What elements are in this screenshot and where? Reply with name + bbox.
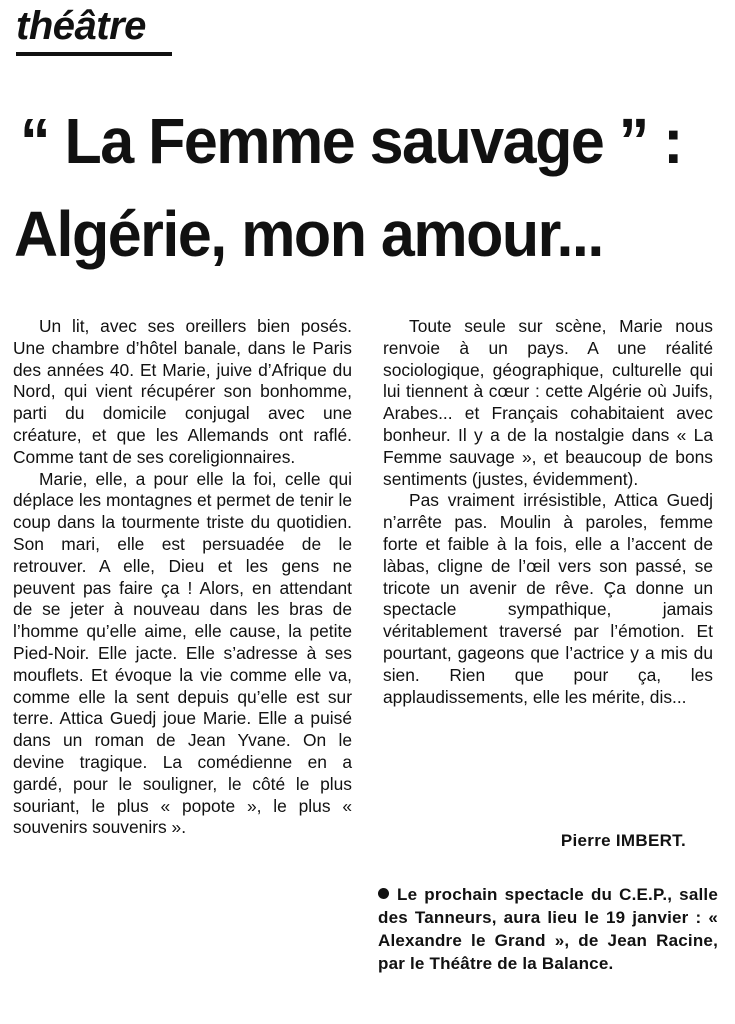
rubric-underline xyxy=(16,52,172,56)
article-paragraph: Pas vraiment irrésistible, Attica Guedj n’arrête pas. Moulin à paroles, femme forte et faible à la fois, elle a l’accent de làbas, cligne de l’œil vers son passé, se tricote un avenir de rêve. Ça donne un spectacle sympathique, jamais véritablement traversé par l’émotion. Et pourtant, gageons que l’actrice y a mis du sien. Rien que pour ça, les applaudissements, elle les mérite, dis... xyxy=(383,490,713,707)
article-paragraph: Toute seule sur scène, Marie nous renvoie à un pays. A une réalité sociologique, géographique, culturelle qui lui tiennent à cœur : cette Algérie où Juifs, Arabes... et Français cohabitaient avec bonheur. Il y a de la nostalgie dans « La Femme sauvage », et beaucoup de bons sentiments (justes, évidemment). xyxy=(383,316,713,489)
article-paragraph: Marie, elle, a pour elle la foi, celle qui déplace les montagnes et permet de tenir le coup dans la tourmente triste du quotidien. Son mari, elle est persuadée de le retrouver. A elle, Dieu et les gens ne peuvent pas faire ça ! Alors, en attendant de se jeter à nouveau dans les bras de l’homme qu’elle aime, elle cause, la petite Pied-Noir. Elle jacte. Elle s’adresse à ses mouflets. Et évoque la vie comme elle va, comme elle la sent depuis qu’elle est sur terre. Attica Guedj joue Marie. Elle a puisé dans un roman de Jean Yvane. On le devine tragique. La comédienne en a gardé, pour le souligner, le côté le plus souriant, le plus « popote », le plus « souvenirs souvenirs ». xyxy=(13,468,352,838)
headline-line-2: Algérie, mon amour... xyxy=(14,198,603,270)
author-signature: Pierre IMBERT. xyxy=(560,831,686,850)
announcement-text: Le prochain spectacle du C.E.P., salle des Tanneurs, aura lieu le 19 janvier : « Alexandre le Grand », de Jean Racine, par le Théâtre de la Balance. xyxy=(378,885,718,973)
article-column-left xyxy=(13,316,352,839)
section-rubric: théâtre xyxy=(16,4,146,48)
article-column-right xyxy=(383,316,713,708)
announcement-box xyxy=(378,883,718,975)
article-paragraph: Un lit, avec ses oreillers bien posés. Une chambre d’hôtel banale, dans le Paris des années 40. Et Marie, juive d’Afrique du Nord, qui vient récupérer son bonhomme, parti du domicile conjugal avec une créature, et que les Allemands ont raflé. Comme tant de ses coreligionnaires. xyxy=(13,316,352,467)
bullet-icon xyxy=(378,888,389,899)
headline-line-1: “ La Femme sauvage ” : xyxy=(20,105,682,177)
